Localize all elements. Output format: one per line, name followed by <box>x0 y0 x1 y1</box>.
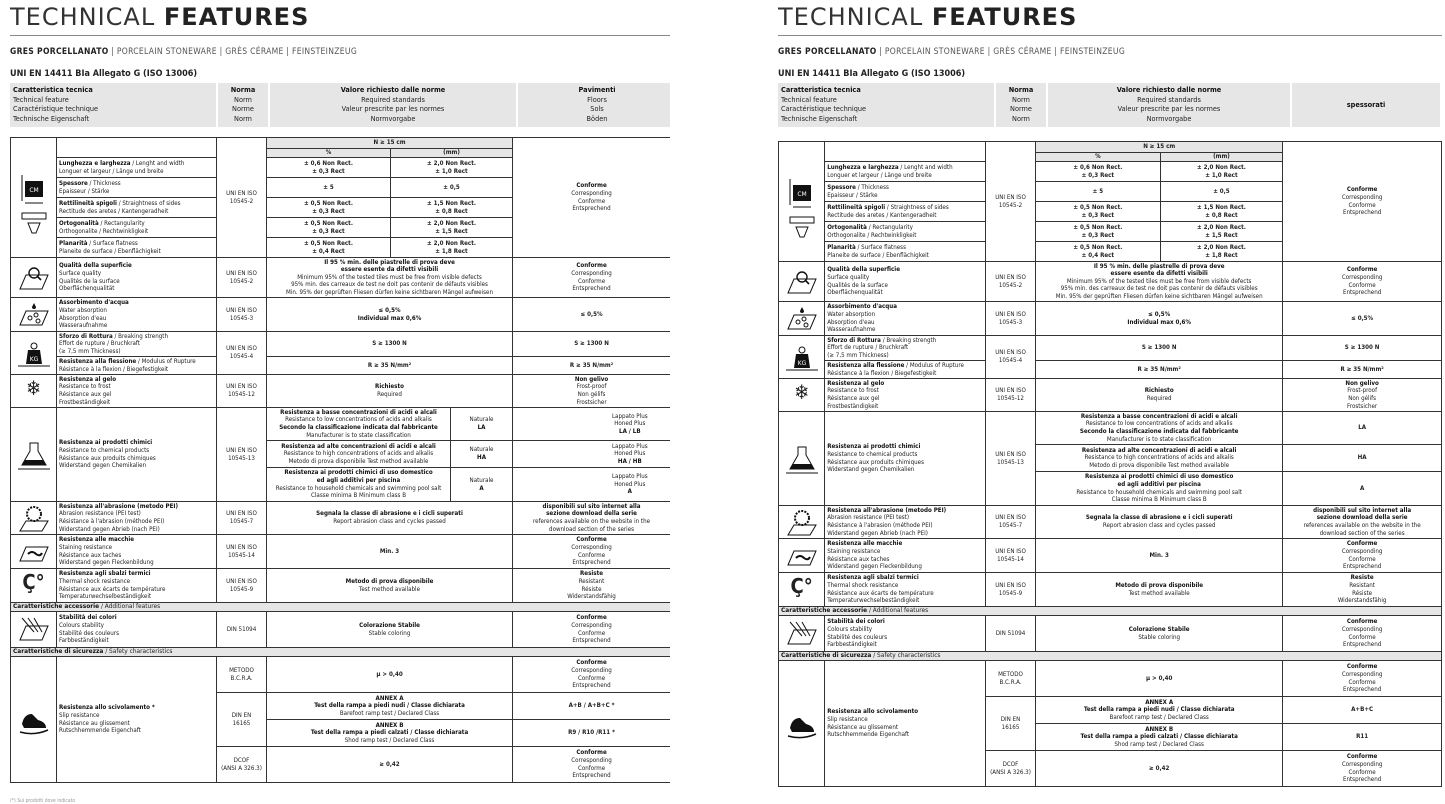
feature-stain: Resistenza alle macchie Staining resistance Résistance aux taches Widerstand gegen Fleckenbildung <box>825 539 986 573</box>
dimension-row: Rettilineità spigoli / Straightness of sides Rectitude des aretes / Kantengeradheit ± 0,5 Non Rect. ± 0,3 Rect ± 1,5 Non Rect. ± 0,8 Rect <box>779 202 1442 222</box>
svg-text:CM: CM <box>28 186 39 194</box>
feature-dimension: Rettilineità spigoli / Straightness of sides Rectitude des aretes / Kantengeradheit <box>57 198 217 218</box>
abrasion-icon <box>779 506 825 539</box>
section-additional-features: Caratteristiche accessorie / Additional features <box>779 607 1442 616</box>
svg-text:KG: KG <box>797 360 806 367</box>
feature-dimension: Rettilineità spigoli / Straightness of sides Rectitude des aretes / Kantengeradheit <box>825 202 986 222</box>
dimension-row: Planarità / Surface flatness Planeite de surface / Ebenflächigkeit ± 0,5 Non Rect. ± 0,4 Rect ± 2,0 Non Rect. ± 1,8 Rect <box>11 238 671 258</box>
table-header: Caratteristica tecnica Technical feature Caractéristique technique Technische Eigenschaft Norma Norm Norme Norm Valore richiesto dalle norme Required standards Valeur prescrite par les normes Normvorgabe spessorati <box>778 83 1442 127</box>
result-dimensions: Conforme Corresponding Conforme Entsprechend <box>1283 142 1442 262</box>
table-header: Caratteristica tecnica Technical feature Caractéristique technique Technische Eigenschaft Norma Norm Norme Norm Valore richiesto dalle norme Required standards Valeur prescrite par les normes Normvorgabe Pavimenti Floors Sols Böden <box>10 83 670 127</box>
water-absorption-icon <box>11 298 57 332</box>
abrasion-icon <box>11 502 57 535</box>
page-title: TECHNICAL FEATURES <box>778 3 1078 31</box>
snowflake-icon: ❄ <box>779 379 825 412</box>
right-page <box>778 0 1442 804</box>
features-table: CM UNI EN ISO 10545-2 N ≥ 15 cm Conforme Corresponding Conforme Entsprechend % (mm) Lunghezza e larghezza / Lenght and width Longuer et largeur / Länge und breite ± 0,6 Non Rect. ± 0,3 Rect ± 2,0 Non Rect. ± 1,0 Rect Spessore / Thickness Epaisseur / Stärke ± 5 ± 0,5 Rettilineità spigoli / Straightness of sides Rectitude des aretes / Kantengeradheit ± 0,5 Non Rect. ± 0,3 Rect ± 1,5 Non Rect. ± 0,8 Rect Ortogonalità / Rectangularity Orthogonalite / Rechtwinkligkeit ± 0,5 Non Rect. ± 0,3 Rect ± 2,0 Non Rect. ± 1,5 Rect Planarità / Surface flatness Planeite de surface / Ebenflächigkeit ± 0,5 Non Rect. ± 0,4 Rect ± 2,0 Non Rect. ± 1,8 Rect Qualità della superficie Surface quality Qualités de la surface Oberflächenqualität UNI EN ISO 10545-2 Il 95 % min. delle piastrelle di prova deve essere esente da difetti visibili Minimum 95% of the tested tiles must be free from visible defects 95% min. des carreaux de test ne doit pas contenir de défauts visibles Min. 95% der geprüften Fliesen dürfen keine sichtbaren Mängel aufweisen Conforme Corresponding Conforme Entsprechend Assorbimento d'acqua Water absorption Absorption d'eau Wasseraufnahme UNI EN ISO 10545-3 ≤ 0,5% Individual max 0,6% ≤ 0,5% KG Sforzo di Rottura / Breaking strength Effort de rupture / Bruchkraft (≥ 7,5 mm Thickness) UNI EN ISO 10545-4 S ≥ 1300 N S ≥ 1300 N Resistenza alla flessione / Modulus of Rupture Résistance à la flexion / Biegefestigkeit R ≥ 35 N/mm² R ≥ 35 N/mm² ❄ Resistenza al gelo Resistance to frost Résistance aux gel Frostbeständigkeit UNI EN ISO 10545-12 Richiesto Required Non gelivo Frost-proof Non gélifs Frostsicher Resistenza ai prodotti chimici Resistance to chemical products Résistance aux produits chimiques Widerstand gegen Chemikalien UNI EN ISO 10545-13 Resistenza a basse concentrazioni di acidi e alcali Resistance to low concentrations of acids and alkalis Secondo la classificazione indicata dal fabbricante Manufacturer is to state classification LA Resistenza ad alte concentrazioni di acidi e alcali Resistance to high concentrations of acids and alkalis Metodo di prova disponibile Test method available HA Resistenza ai prodotti chimici di uso domestico ed agli additivi per piscina Resistance to household chemicals and swimming pool salt Classe minima B Minimum class B A Resistenza all'abrasione (metodo PEI) Abrasion resistance (PEI test) Résistance à l'abrasion (méthode PEI) Widerstand gegen Abrieb (nach PEI) UNI EN ISO 10545-7 Segnala la classe di abrasione e i cicli superati Report abrasion class and cycles passed disponibili sul sito internet alla sezione download della serie references available on the website in the download section of the series Resistenza alle macchie Staining resistance Résistance aux taches Widerstand gegen Fleckenbildung UNI EN ISO 10545-14 Min. 3 Conforme Corresponding Conforme Entsprechend Ç° Resistenza agli sbalzi termici Thermal shock resistance Résistance aux écarts de température Temperaturwechselbeständigkeit UNI EN ISO 10545-9 Metodo di prova disponibile Test method available Resiste Resistant Résiste Widerstandsfähig Caratteristiche accessorie / Additional features Stabilità dei colori Colours stability Stabilité des couleurs Farbbeständigkeit DIN 51094 Colorazione Stabile Stable coloring Conforme Corresponding Conforme Entsprechend Caratteristiche di sicurezza / Safety characteristics Resistenza allo scivolamento Slip resistance Résistance au glissement Rutschhemmende Eigenchaft METODO B.C.R.A. µ > 0,40 Conforme Corresponding Conforme Entsprechend DIN EN 16165 ANNEX A Test della rampa a piedi nudi / Classe dichiarata Barefoot ramp test / Declared Class A+B+C ANNEX B Test della rampa a piedi calzati / Classe dichiarata Shod ramp test / Declared Class R11 DCOF (ANSI A 326.3) ≥ 0,42 Conforme Corresponding Conforme Entsprechend <box>778 141 1442 787</box>
svg-text:CM: CM <box>796 190 807 198</box>
kg-weight-icon <box>779 336 825 379</box>
section-safety: Caratteristiche di sicurezza / Safety characteristics <box>779 652 1442 661</box>
section-additional-features: Caratteristiche accessorie / Additional features <box>11 603 671 612</box>
feature-dimension: Lunghezza e larghezza / Lenght and width Longuer et largeur / Länge und breite <box>57 158 217 178</box>
shoe-slip-icon <box>779 661 825 787</box>
thermal-shock-icon: Ç° <box>779 573 825 607</box>
chemical-row: Resistenza ai prodotti chimici di uso domestico ed agli additivi per piscina Resistance to household chemicals and swimming pool salt Classe minima B Minimum class B Naturale A Lappato Plus Honed Plus A <box>11 468 671 502</box>
surface-quality-icon <box>779 262 825 302</box>
dimensions-icon <box>11 138 57 258</box>
norm-dimensions: UNI EN ISO 10545-2 <box>217 138 267 258</box>
thermal-shock-icon: Ç° <box>11 569 57 603</box>
shoe-slip-icon <box>11 657 57 783</box>
dimension-row: Rettilineità spigoli / Straightness of sides Rectitude des aretes / Kantengeradheit ± 0,5 Non Rect. ± 0,3 Rect ± 1,5 Non Rect. ± 0,8 Rect <box>11 198 671 218</box>
feature-modulus: Resistenza alla flessione / Modulus of Rupture Résistance à la flexion / Biegefestigkeit <box>825 361 986 379</box>
dimension-row: Lunghezza e larghezza / Lenght and width Longuer et largeur / Länge und breite ± 0,6 Non Rect. ± 0,3 Rect ± 2,0 Non Rect. ± 1,0 Rect <box>11 158 671 178</box>
feature-dimension: Spessore / Thickness Epaisseur / Stärke <box>57 178 217 198</box>
chemical-row: Resistenza ai prodotti chimici Resistance to chemical products Résistance aux produits chimiques Widerstand gegen Chemikalien UNI EN ISO 10545-13 Resistenza a basse concentrazioni di acidi e alcali Resistance to low concentrations of acids and alkalis Secondo la classificazione indicata dal fabbricante Manufacturer is to state classification Naturale LA Lappato Plus Honed Plus LA / LB <box>11 408 671 441</box>
result-dimensions: Conforme Corresponding Conforme Entsprechend <box>513 138 670 258</box>
feature-dimension: Ortogonalità / Rectangularity Orthogonalite / Rechtwinkligkeit <box>57 218 217 238</box>
feature-frost: Resistenza al gelo Resistance to frost Résistance aux gel Frostbeständigkeit <box>57 375 217 408</box>
svg-text:KG: KG <box>29 356 38 363</box>
surface-quality-icon <box>11 258 57 298</box>
feature-slip: Resistenza allo scivolamento * Slip resistance Résistance au glissement Rutschhemmende Eigenchaft <box>57 657 217 783</box>
feature-surface: Qualità della superficie Surface quality Qualités de la surface Oberflächenqualität <box>57 258 217 298</box>
chemical-flask-icon <box>11 408 57 502</box>
stain-icon <box>11 535 57 569</box>
feature-modulus: Resistenza alla flessione / Modulus of Rupture Résistance à la flexion / Biegefestigkeit <box>57 357 217 375</box>
dimension-row: Spessore / Thickness Epaisseur / Stärke ± 5 ± 0,5 <box>779 182 1442 202</box>
dimension-row: Ortogonalità / Rectangularity Orthogonalite / Rechtwinkligkeit ± 0,5 Non Rect. ± 0,3 Rect ± 2,0 Non Rect. ± 1,5 Rect <box>779 222 1442 242</box>
feature-colour: Stabilità dei colori Colours stability Stabilité des couleurs Farbbeständigkeit <box>825 616 986 652</box>
feature-dimension: Planarità / Surface flatness Planeite de surface / Ebenflächigkeit <box>825 242 986 262</box>
kg-weight-icon <box>11 332 57 375</box>
dimension-row: Spessore / Thickness Epaisseur / Stärke ± 5 ± 0,5 <box>11 178 671 198</box>
dimension-row: Lunghezza e larghezza / Lenght and width Longuer et largeur / Länge und breite ± 0,6 Non Rect. ± 0,3 Rect ± 2,0 Non Rect. ± 1,0 Rect <box>779 162 1442 182</box>
dimensions-icon <box>779 142 825 262</box>
chemical-row: Resistenza ad alte concentrazioni di acidi e alcali Resistance to high concentrations of acids and alkalis Metodo di prova disponibile Test method available HA <box>779 445 1442 472</box>
mm-header: (mm) <box>391 149 513 158</box>
feature-dimension: Lunghezza e larghezza / Lenght and width Longuer et largeur / Länge und breite <box>825 162 986 182</box>
left-page <box>10 0 670 804</box>
chemical-row: Resistenza ai prodotti chimici Resistance to chemical products Résistance aux produits chimiques Widerstand gegen Chemikalien UNI EN ISO 10545-13 Resistenza a basse concentrazioni di acidi e alcali Resistance to low concentrations of acids and alkalis Secondo la classificazione indicata dal fabbricante Manufacturer is to state classification LA <box>779 412 1442 445</box>
page-title: TECHNICAL FEATURES <box>10 3 310 31</box>
footnote: (*) Sui prodotti dove indicato <box>10 798 76 804</box>
section-safety: Caratteristiche di sicurezza / Safety characteristics <box>11 648 671 657</box>
water-absorption-icon <box>779 302 825 336</box>
standard-title: UNI EN 14411 BIa Allegato G (ISO 13006) <box>778 69 966 79</box>
dimension-row: Planarità / Surface flatness Planeite de surface / Ebenflächigkeit ± 0,5 Non Rect. ± 0,4 Rect ± 2,0 Non Rect. ± 1,8 Rect <box>779 242 1442 262</box>
feature-chemical: Resistenza ai prodotti chimici Resistance to chemical products Résistance aux produits chimiques Widerstand gegen Chemikalien <box>825 412 986 506</box>
feature-water: Assorbimento d'acqua Water absorption Absorption d'eau Wasseraufnahme <box>825 302 986 336</box>
dimension-row: Ortogonalità / Rectangularity Orthogonalite / Rechtwinkligkeit ± 0,5 Non Rect. ± 0,3 Rect ± 2,0 Non Rect. ± 1,5 Rect <box>11 218 671 238</box>
chemical-flask-icon <box>779 412 825 506</box>
features-table: CM UNI EN ISO 10545-2 N ≥ 15 cm Conforme Corresponding Conforme Entsprechend % (mm) Lunghezza e larghezza / Lenght and width Longuer et largeur / Länge und breite ± 0,6 Non Rect. ± 0,3 Rect ± 2,0 Non Rect. ± 1,0 Rect Spessore / Thickness Epaisseur / Stärke ± 5 ± 0,5 Rettilineità spigoli / Straightness of sides Rectitude des aretes / Kantengeradheit ± 0,5 Non Rect. ± 0,3 Rect ± 1,5 Non Rect. ± 0,8 Rect Ortogonalità / Rectangularity Orthogonalite / Rechtwinkligkeit ± 0,5 Non Rect. ± 0,3 Rect ± 2,0 Non Rect. ± 1,5 Rect Planarità / Surface flatness Planeite de surface / Ebenflächigkeit ± 0,5 Non Rect. ± 0,4 Rect ± 2,0 Non Rect. ± 1,8 Rect Qualità della superficie Surface quality Qualités de la surface Oberflächenqualität UNI EN ISO 10545-2 Il 95 % min. delle piastrelle di prova deve essere esente da difetti visibili Minimum 95% of the tested tiles must be free from visible defects 95% min. des carreaux de test ne doit pas contenir de défauts visibles Min. 95% der geprüften Fliesen dürfen keine sichtbaren Mängel aufweisen Conforme Corresponding Conforme Entsprechend Assorbimento d'acqua Water absorption Absorption d'eau Wasseraufnahme UNI EN ISO 10545-3 ≤ 0,5% Individual max 0,6% ≤ 0,5% KG Sforzo di Rottura / Breaking strength Effort de rupture / Bruchkraft (≥ 7,5 mm Thickness) UNI EN ISO 10545-4 S ≥ 1300 N S ≥ 1300 N Resistenza alla flessione / Modulus of Rupture Résistance à la flexion / Biegefestigkeit R ≥ 35 N/mm² R ≥ 35 N/mm² ❄ Resistenza al gelo Resistance to frost Résistance aux gel Frostbeständigkeit UNI EN ISO 10545-12 Richiesto Required Non gelivo Frost-proof Non gélifs Frostsicher Resistenza ai prodotti chimici Resistance to chemical products Résistance aux produits chimiques Widerstand gegen Chemikalien UNI EN ISO 10545-13 Resistenza a basse concentrazioni di acidi e alcali Resistance to low concentrations of acids and alkalis Secondo la classificazione indicata dal fabbricante Manufacturer is to state classification Naturale LA Lappato Plus Honed Plus LA / LB Resistenza ad alte concentrazioni di acidi e alcali Resistance to high concentrations of acids and alkalis Metodo di prova disponibile Test method available Naturale HA Lappato Plus Honed Plus HA / HB Resistenza ai prodotti chimici di uso domestico ed agli additivi per piscina Resistance to household chemicals and swimming pool salt Classe minima B Minimum class B Naturale A Lappato Plus Honed Plus A Resistenza all'abrasione (metodo PEI) Abrasion resistance (PEI test) Résistance à l'abrasion (méthode PEI) Widerstand gegen Abrieb (nach PEI) UNI EN ISO 10545-7 Segnala la classe di abrasione e i cicli superati Report abrasion class and cycles passed disponibili sul sito internet alla sezione download della serie references available on the website in the download section of the series Resistenza alle macchie Staining resistance Résistance aux taches Widerstand gegen Fleckenbildung UNI EN ISO 10545-14 Min. 3 Conforme Corresponding Conforme Entsprechend Ç° Resistenza agli sbalzi termici Thermal shock resistance Résistance aux écarts de température Temperaturwechselbeständigkeit UNI EN ISO 10545-9 Metodo di prova disponibile Test method available Resiste Resistant Résiste Widerstandsfähig Caratteristiche accessorie / Additional features Stabilità dei colori Colours stability Stabilité des couleurs Farbbeständigkeit DIN 51094 Colorazione Stabile Stable coloring Conforme Corresponding Conforme Entsprechend Caratteristiche di sicurezza / Safety characteristics Resistenza allo scivolamento * Slip resistance Résistance au glissement Rutschhemmende Eigenchaft METODO B.C.R.A. µ > 0,40 Conforme Corresponding Conforme Entsprechend DIN EN 16165 ANNEX A Test della rampa a piedi nudi / Classe dichiarata Barefoot ramp test / Declared Class A+B / A+B+C * ANNEX B Test della rampa a piedi calzati / Classe dichiarata Shod ramp test / Declared Class R9 / R10 /R11 * DCOF (ANSI A 326.3) ≥ 0,42 Conforme Corresponding Conforme Entsprechend <box>10 137 670 783</box>
feature-thermal: Resistenza agli sbalzi termici Thermal shock resistance Résistance aux écarts de température Temperaturwechselbeständigkeit <box>825 573 986 607</box>
mm-header: (mm) <box>1160 153 1283 162</box>
feature-abrasion: Resistenza all'abrasione (metodo PEI) Abrasion resistance (PEI test) Résistance à l'abrasion (méthode PEI) Widerstand gegen Abrieb (nach PEI) <box>57 502 217 535</box>
feature-dimension: Ortogonalità / Rectangularity Orthogonalite / Rechtwinkligkeit <box>825 222 986 242</box>
feature-dimension: Planarità / Surface flatness Planeite de surface / Ebenflächigkeit <box>57 238 217 258</box>
feature-thermal: Resistenza agli sbalzi termici Thermal shock resistance Résistance aux écarts de température Temperaturwechselbeständigkeit <box>57 569 217 603</box>
n-header: N ≥ 15 cm <box>267 138 513 149</box>
chemical-row: Resistenza ai prodotti chimici di uso domestico ed agli additivi per piscina Resistance to household chemicals and swimming pool salt Classe minima B Minimum class B A <box>779 472 1442 506</box>
standard-title: UNI EN 14411 BIa Allegato G (ISO 13006) <box>10 69 198 79</box>
stain-icon <box>779 539 825 573</box>
feature-stain: Resistenza alle macchie Staining resistance Résistance aux taches Widerstand gegen Fleckenbildung <box>57 535 217 569</box>
colour-stability-icon <box>11 612 57 648</box>
feature-breaking: Sforzo di Rottura / Breaking strength Effort de rupture / Bruchkraft (≥ 7,5 mm Thickness) <box>57 332 217 357</box>
n-header: N ≥ 15 cm <box>1036 142 1283 153</box>
colour-stability-icon <box>779 616 825 652</box>
norm-dimensions: UNI EN ISO 10545-2 <box>985 142 1035 262</box>
feature-dimension: Spessore / Thickness Epaisseur / Stärke <box>825 182 986 202</box>
feature-water: Assorbimento d'acqua Water absorption Absorption d'eau Wasseraufnahme <box>57 298 217 332</box>
feature-colour: Stabilità dei colori Colours stability Stabilité des couleurs Farbbeständigkeit <box>57 612 217 648</box>
pct-header: % <box>267 149 391 158</box>
feature-abrasion: Resistenza all'abrasione (metodo PEI) Abrasion resistance (PEI test) Résistance à l'abrasion (méthode PEI) Widerstand gegen Abrieb (nach PEI) <box>825 506 986 539</box>
material-line: GRES PORCELLANATO | PORCELAIN STONEWARE | GRÈS CÉRAME | FEINSTEINZEUG <box>778 47 1126 57</box>
feature-surface: Qualità della superficie Surface quality Qualités de la surface Oberflächenqualität <box>825 262 986 302</box>
material-line: GRES PORCELLANATO | PORCELAIN STONEWARE | GRÈS CÉRAME | FEINSTEINZEUG <box>10 47 358 57</box>
feature-slip: Resistenza allo scivolamento Slip resistance Résistance au glissement Rutschhemmende Eigenchaft <box>825 661 986 787</box>
chemical-row: Resistenza ad alte concentrazioni di acidi e alcali Resistance to high concentrations of acids and alkalis Metodo di prova disponibile Test method available Naturale HA Lappato Plus Honed Plus HA / HB <box>11 441 671 468</box>
snowflake-icon: ❄ <box>11 375 57 408</box>
feature-breaking: Sforzo di Rottura / Breaking strength Effort de rupture / Bruchkraft (≥ 7,5 mm Thickness) <box>825 336 986 361</box>
feature-frost: Resistenza al gelo Resistance to frost Résistance aux gel Frostbeständigkeit <box>825 379 986 412</box>
pct-header: % <box>1036 153 1161 162</box>
feature-chemical: Resistenza ai prodotti chimici Resistance to chemical products Résistance aux produits chimiques Widerstand gegen Chemikalien <box>57 408 217 502</box>
